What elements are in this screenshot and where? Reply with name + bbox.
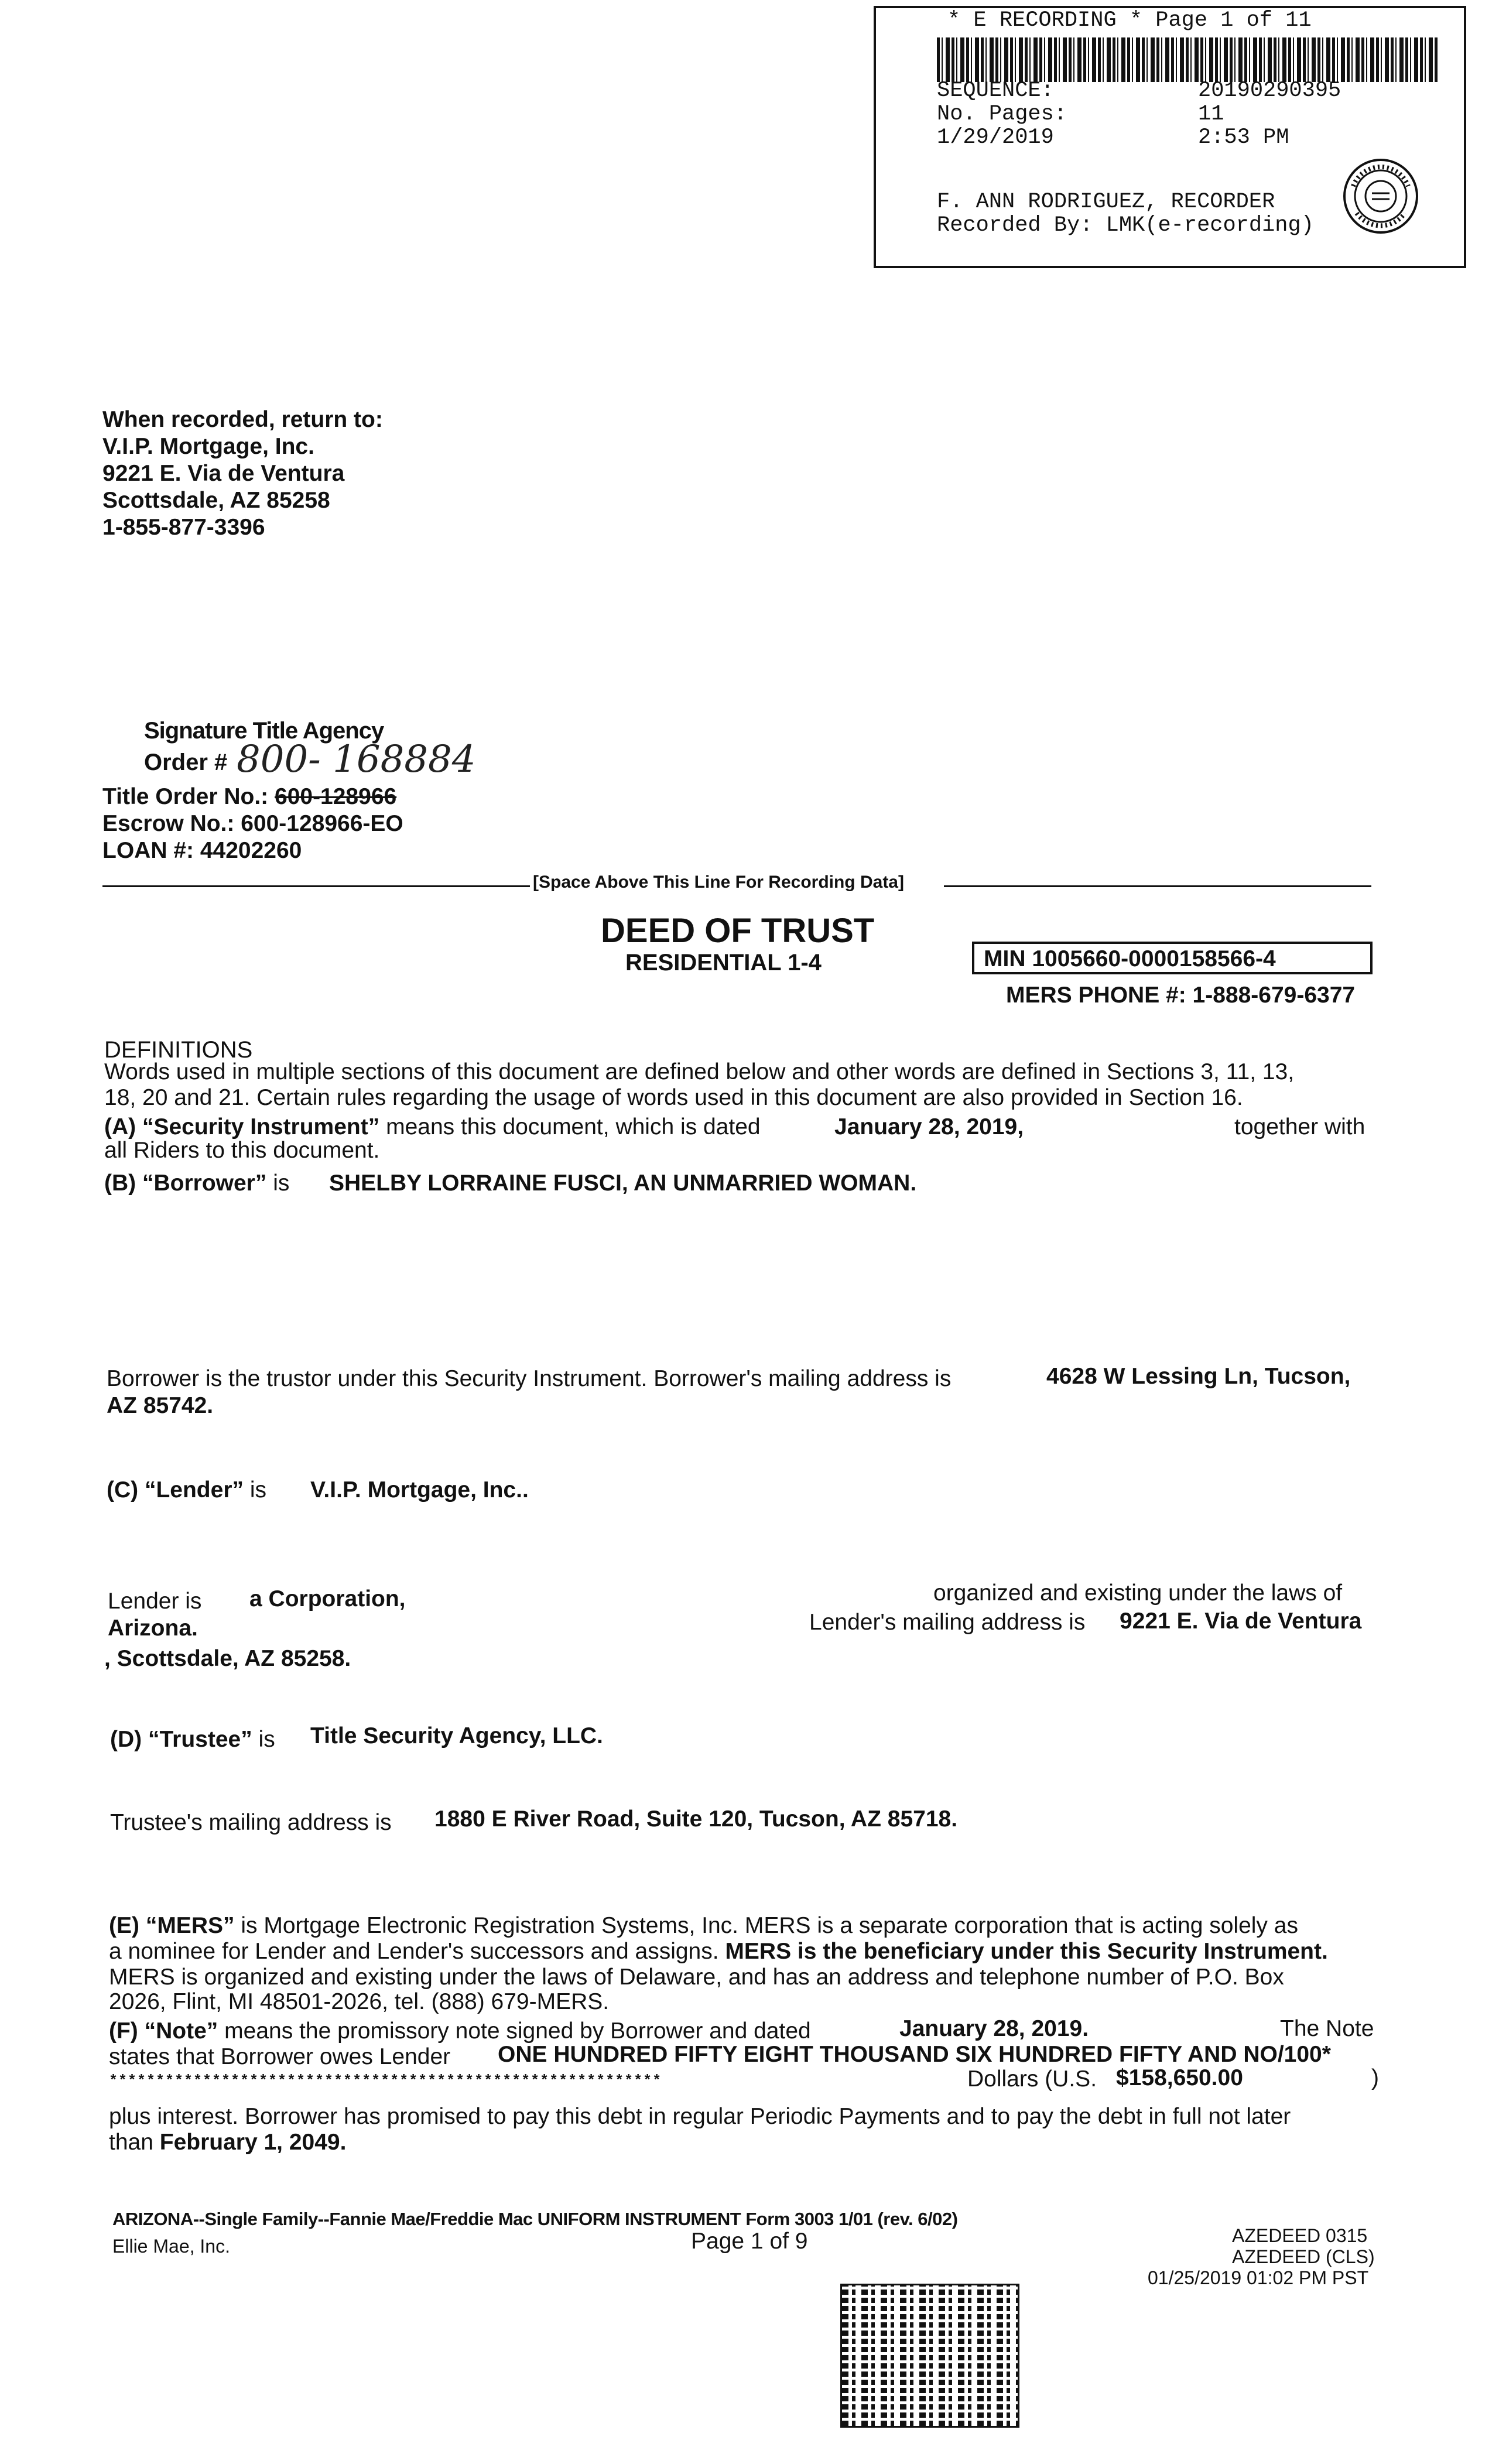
- loan-label: LOAN #:: [102, 838, 194, 863]
- footer-page-number: Page 1 of 9: [691, 2229, 808, 2254]
- record-date: 1/29/2019: [937, 125, 1054, 150]
- lender-city: , Scottsdale, AZ 85258.: [104, 1646, 351, 1671]
- def-e-line2b: MERS is the beneficiary under this Security Instrument.: [725, 1939, 1328, 1964]
- return-street: 9221 E. Via de Ventura: [102, 461, 345, 486]
- loan-value: 44202260: [200, 838, 302, 863]
- lender-state: Arizona.: [108, 1616, 198, 1641]
- lender-address: 9221 E. Via de Ventura: [1120, 1609, 1362, 1634]
- def-f-label: (F) “Note”: [109, 2018, 218, 2044]
- lender-mailing-label: Lender's mailing address is: [809, 1610, 1086, 1635]
- def-f-line5a: than: [109, 2130, 153, 2155]
- escrow-label: Escrow No.:: [102, 811, 235, 836]
- footer-vendor: Ellie Mae, Inc.: [112, 2236, 230, 2257]
- def-c-text: is: [249, 1477, 267, 1503]
- recorder-name: F. ANN RODRIGUEZ, RECORDER: [937, 190, 1275, 214]
- footer-code1: AZEDEED 0315: [1232, 2225, 1368, 2246]
- footer-form: ARIZONA--Single Family--Fannie Mae/Freddie Mac UNIFORM INSTRUMENT Form 3003 1/01 (rev. 6/02): [112, 2209, 958, 2229]
- def-c-label: (C) “Lender”: [107, 1477, 244, 1503]
- recording-rule-right: [944, 885, 1371, 887]
- note-date: January 28, 2019.: [899, 2016, 1089, 2041]
- def-f-tail: The Note: [1280, 2016, 1374, 2041]
- return-heading: When recorded, return to:: [102, 407, 383, 432]
- def-e-line1: is Mortgage Electronic Registration Systems, Inc. MERS is a separate corporation that is acting solely as: [241, 1913, 1298, 1938]
- return-city: Scottsdale, AZ 85258: [102, 488, 330, 513]
- dollars-label: Dollars (U.S.: [967, 2066, 1097, 2092]
- footer-timestamp: 01/25/2019 01:02 PM PST: [1148, 2267, 1369, 2288]
- recording-stamp: [874, 6, 1466, 268]
- pages-label: No. Pages:: [937, 102, 1067, 126]
- def-d-label: (D) “Trustee”: [110, 1727, 252, 1752]
- definitions-heading: DEFINITIONS: [104, 1037, 253, 1063]
- lender-name: V.I.P. Mortgage, Inc..: [310, 1477, 529, 1503]
- borrower-address-line1: 4628 W Lessing Ln, Tucson,: [1046, 1364, 1351, 1389]
- definitions-intro-line1: Words used in multiple sections of this document are defined below and other words are defined in Sections 3, 11, 13,: [104, 1059, 1295, 1084]
- def-a-label: (A) “Security Instrument”: [104, 1114, 380, 1139]
- loan-amount: $158,650.00: [1116, 2065, 1243, 2090]
- escrow-value: 600-128966-EO: [241, 811, 403, 836]
- footer-code2: AZEDEED (CLS): [1232, 2246, 1375, 2267]
- def-e-line3: MERS is organized and existing under the laws of Delaware, and has an address and telephone number of P.O. Box: [109, 1965, 1284, 1990]
- document-title: DEED OF TRUST: [601, 912, 875, 950]
- def-f-line4: plus interest. Borrower has promised to pay this debt in regular Periodic Payments and to pay the debt in full not later: [109, 2104, 1291, 2129]
- min-box: [972, 942, 1373, 974]
- order-number-handwritten: 800- 168884: [237, 738, 476, 781]
- def-a-date: January 28, 2019,: [834, 1114, 1024, 1139]
- stamp-header: * E RECORDING * Page 1 of 11: [947, 8, 1312, 33]
- amount-fill-stars: ***********************************************************: [109, 2072, 662, 2089]
- loan-amount-words: ONE HUNDRED FIFTY EIGHT THOUSAND SIX HUNDRED FIFTY AND NO/100*: [498, 2042, 1331, 2067]
- agency-name: Signature Title Agency: [144, 718, 384, 744]
- def-e-label: (E) “MERS”: [109, 1913, 235, 1938]
- barcode-image: [937, 37, 1438, 82]
- def-e-line4: 2026, Flint, MI 48501-2026, tel. (888) 679-MERS.: [109, 1989, 610, 2014]
- document-subtitle: RESIDENTIAL 1-4: [625, 950, 822, 976]
- recorded-by: Recorded By: LMK(e-recording): [937, 213, 1314, 238]
- def-f-line2a: states that Borrower owes Lender: [109, 2044, 451, 2069]
- definitions-intro-line2: 18, 20 and 21. Certain rules regarding the usage of words used in this document are also provided in Section 16.: [104, 1085, 1243, 1110]
- min-number: MIN 1005660-0000158566-4: [984, 946, 1276, 971]
- trustee-mailing-label: Trustee's mailing address is: [110, 1810, 392, 1835]
- maturity-date: February 1, 2049.: [159, 2130, 347, 2155]
- def-f-text: means the promissory note signed by Borrower and dated: [224, 2018, 811, 2044]
- lender-is: Lender is: [108, 1589, 202, 1614]
- def-a-line2: all Riders to this document.: [104, 1138, 380, 1163]
- title-order-value: 600-128966: [275, 784, 397, 809]
- qr-code-icon: [842, 2285, 1018, 2426]
- dollars-close-paren: ): [1371, 2065, 1379, 2090]
- def-b-text: is: [273, 1171, 290, 1196]
- return-company: V.I.P. Mortgage, Inc.: [102, 434, 314, 459]
- trustor-text: Borrower is the trustor under this Security Instrument. Borrower's mailing address is: [107, 1366, 952, 1391]
- county-seal-icon: [1341, 157, 1420, 235]
- return-phone: 1-855-877-3396: [102, 515, 265, 540]
- trustee-name: Title Security Agency, LLC.: [310, 1723, 603, 1748]
- def-b-label: (B) “Borrower”: [104, 1171, 267, 1196]
- title-order-label: Title Order No.:: [102, 784, 269, 809]
- def-e-line2a: a nominee for Lender and Lender's successors and assigns.: [109, 1939, 719, 1964]
- trustee-address: 1880 E River Road, Suite 120, Tucson, AZ 85718.: [434, 1806, 958, 1832]
- record-time: 2:53 PM: [1198, 125, 1289, 150]
- lender-organized: organized and existing under the laws of: [933, 1580, 1343, 1606]
- pages-value: 11: [1198, 102, 1224, 126]
- sequence-value: 20190290395: [1198, 78, 1341, 103]
- def-a-tail: together with: [1234, 1114, 1365, 1139]
- space-above-label: [Space Above This Line For Recording Data]: [533, 872, 904, 892]
- def-d-text: is: [258, 1727, 275, 1752]
- borrower-name: SHELBY LORRAINE FUSCI, AN UNMARRIED WOMAN.: [329, 1171, 917, 1196]
- order-label: Order #: [144, 750, 228, 775]
- mers-phone: MERS PHONE #: 1-888-679-6377: [1006, 983, 1356, 1008]
- borrower-address-line2: AZ 85742.: [107, 1393, 214, 1418]
- recording-rule-left: [102, 885, 530, 887]
- def-a-text: means this document, which is dated: [386, 1114, 761, 1139]
- sequence-label: SEQUENCE:: [937, 78, 1054, 103]
- lender-type: a Corporation,: [249, 1586, 406, 1611]
